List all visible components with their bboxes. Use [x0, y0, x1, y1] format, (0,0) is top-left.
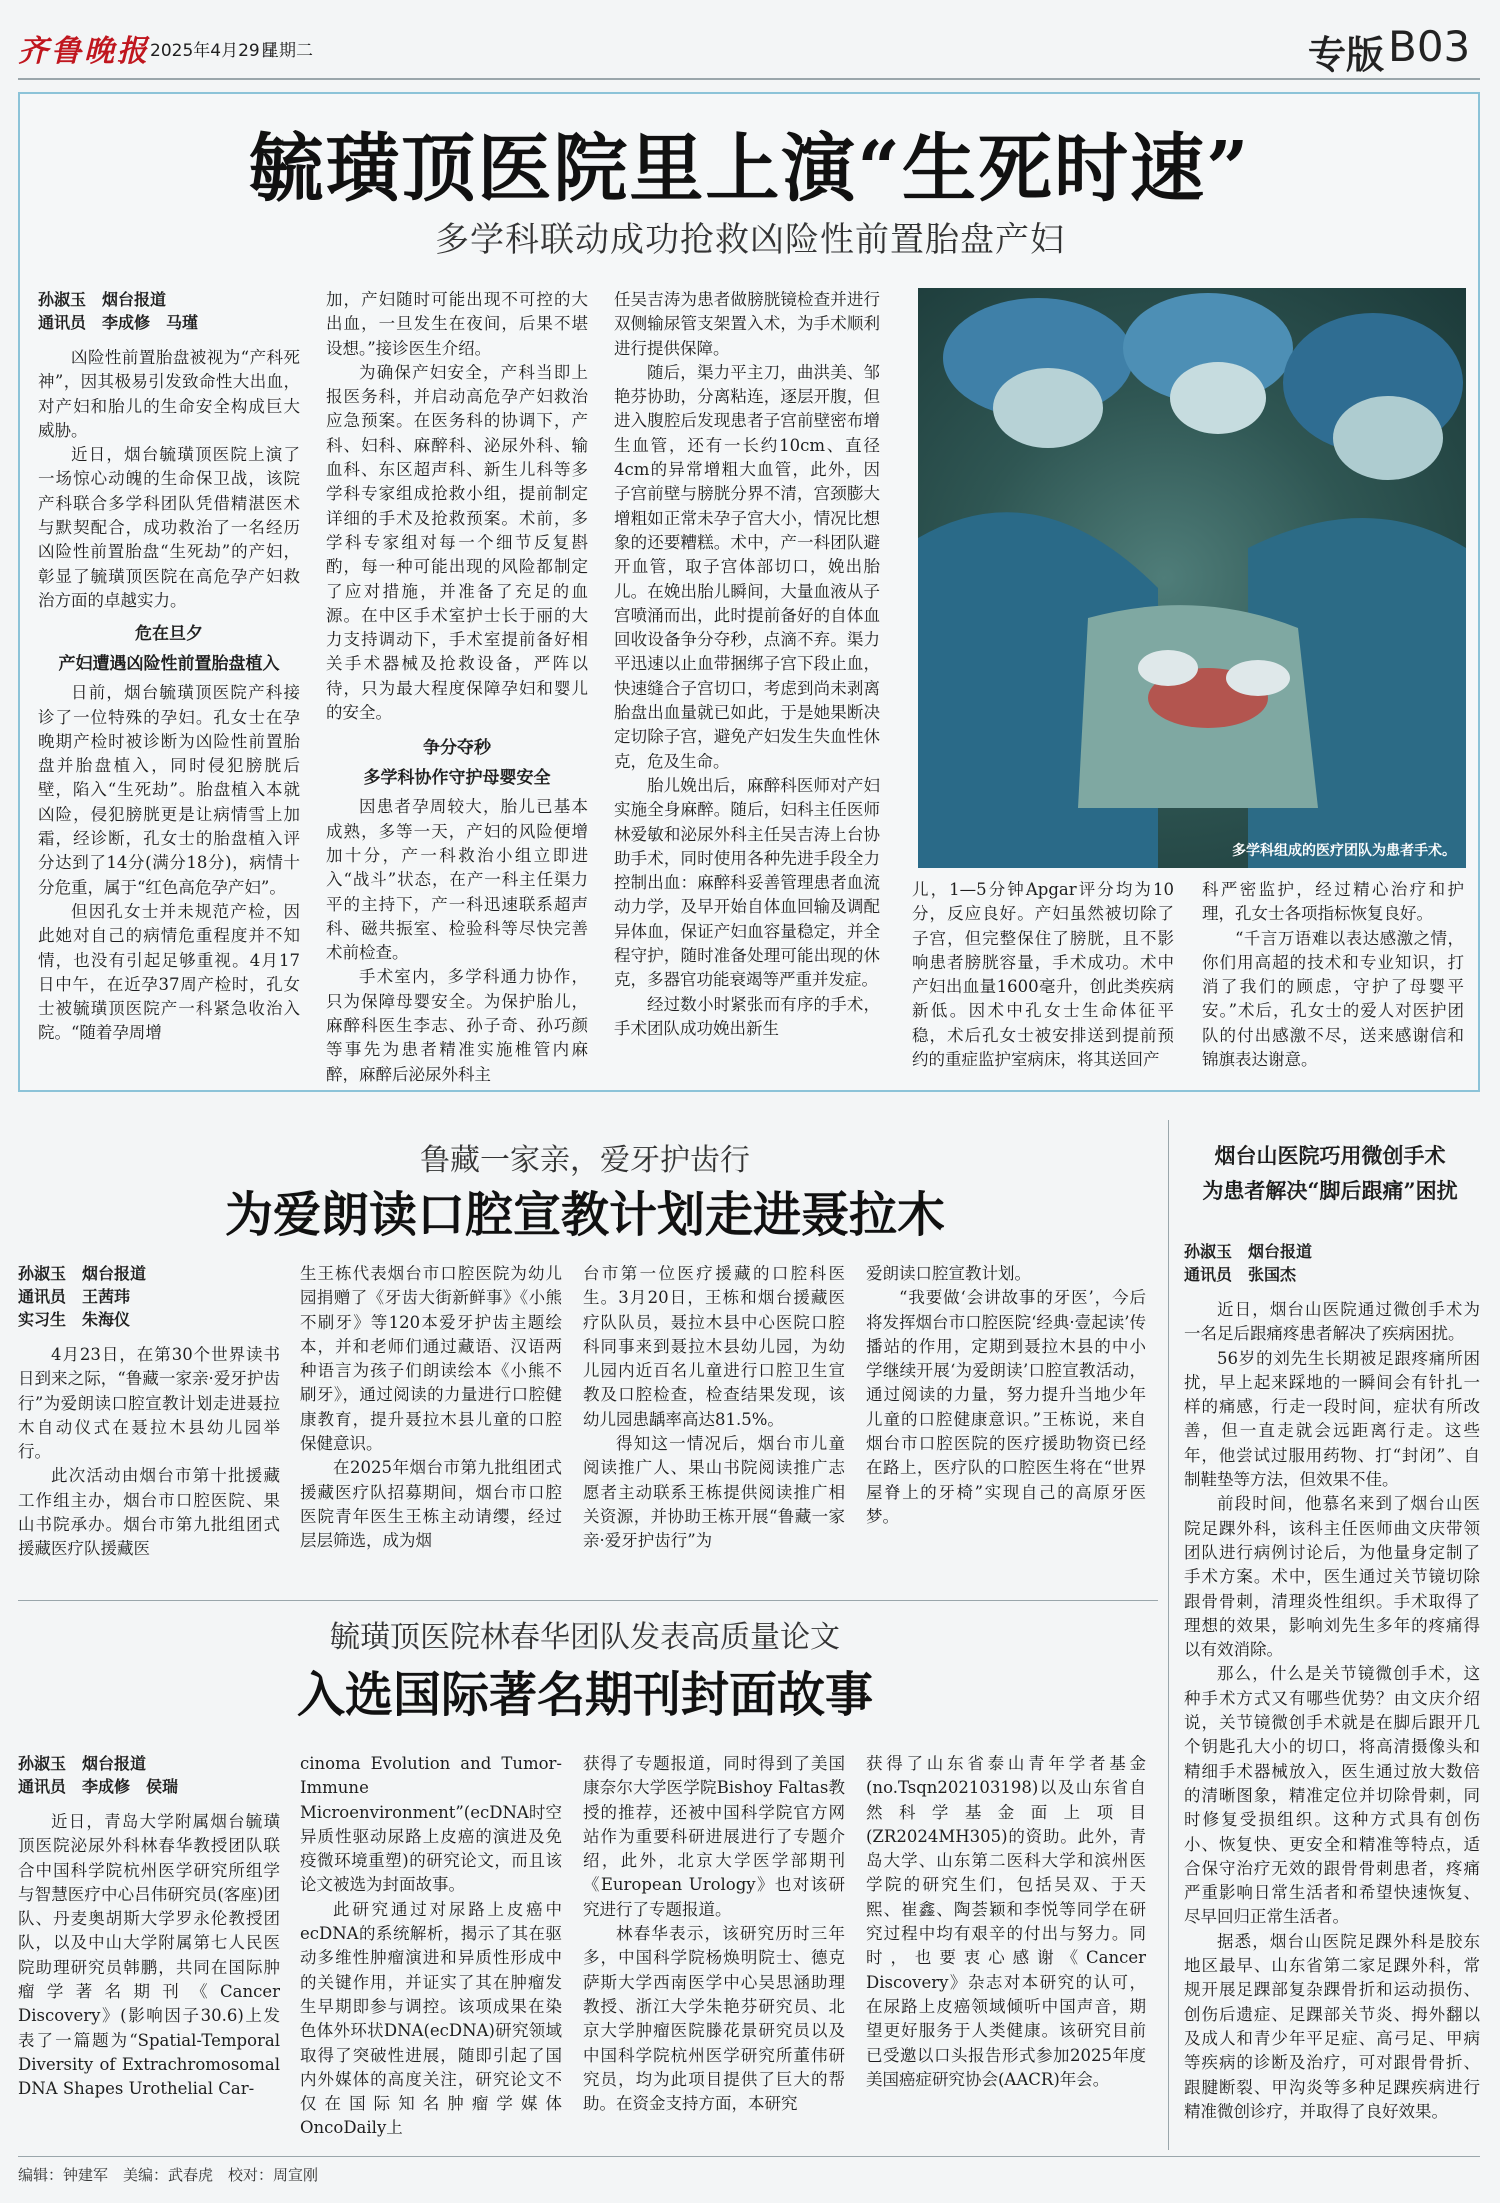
article1-byline-reporter: 孙淑玉 烟台报道: [38, 290, 167, 309]
article4-byline-correspondent: 通讯员 张国杰: [1184, 1265, 1297, 1284]
paragraph: 日前，烟台毓璜顶医院产科接诊了一位特殊的孕妇。孔女士在孕晚期产检时被诊断为凶险性前置胎盘并胎盘植入，同时侵犯膀胱后壁，陷入“生死劫”。胎盘植入本就凶险，侵犯膀胱更是让病情雪上加霜，经诊断，孔女士的胎盘植入评分达到了14分(满分18分)，病情十分危重，属于“红色高危孕产妇”。: [38, 683, 300, 897]
article2-column-4: [866, 1262, 1146, 1602]
page-number: B03: [1388, 22, 1471, 71]
paragraph: 手术室内，多学科通力协作，只为保障母婴安全。为保护胎儿，麻醉科医生李志、孙子奇、孙巧颜等事先为患者精准实施椎管内麻醉，麻醉后泌尿外科主: [326, 967, 588, 1083]
paragraph: 此研究通过对尿路上皮癌中ecDNA的系统解析，揭示了其在驱动多维性肿瘤演进和异质性形成中的关键作用，并证实了其在肿瘤发生早期即参与调控。该项成果在染色体外环状DNA(ecDNA)研究领域取得了突破性进展，随即引起了国内外媒体的高度关注，研究论文不仅在国际知名肿瘤学媒体OncoDaily上: [300, 1899, 562, 2138]
article2-title: 为爱朗读口腔宣教计划走进聂拉木: [224, 1187, 945, 1243]
article2-byline-correspondent: 通讯员 王茜玮: [18, 1287, 131, 1306]
paragraph: “我要做‘会讲故事的牙医’，今后将发挥烟台市口腔医院‘经典·壹起读’传播站的作用，定期到聂拉木县的中小学继续开展‘为爱朗读’口腔宣教活动，通过阅读的力量，努力提升当地少年儿童的口腔健康意识。”王栋说，来自烟台市口腔医院的医疗援助物资已经在路上，医疗队的口腔医生将在“世界屋脊上的牙椅”实现自己的高原牙医梦。: [866, 1288, 1146, 1526]
paragraph: 据悉，烟台山医院足踝外科是胶东地区最早、山东省第二家足踝外科，常规开展足踝部复杂踝骨折和运动损伤、创伤后遗症、足踝部关节炎、拇外翻以及成人和青少年平足症、高弓足、甲病等疾病的诊断及治疗，可对跟骨骨折、跟腱断裂、甲沟炎等多种足踝疾病进行精准微创诊疗，并取得了良好效果。: [1184, 1931, 1480, 2121]
subheading: 产妇遭遇凶险性前置胎盘植入: [58, 654, 280, 675]
paragraph: 此次活动由烟台市第十批援藏工作组主办，烟台市口腔医院、果山书院承办。烟台市第九批组团式援藏医疗队援藏医: [18, 1466, 280, 1559]
paragraph: 因患者孕周较大，胎儿已基本成熟，多等一天，产妇的风险便增加十分，产一科救治小组立即进入“战斗”状态，在产一科主任渠力平的主持下，产一科迅速联系超声科、磁共振室、检验科等尽快完善术前检查。: [326, 797, 588, 963]
surgery-photo-illustration: [918, 288, 1466, 868]
page-header: [0, 0, 1500, 90]
paragraph: 近日，烟台毓璜顶医院上演了一场惊心动魄的生命保卫战，该院产科联合多学科团队凭借精湛医术与默契配合，成功救治了一名经历凶险性前置胎盘“生死劫”的产妇，彰显了毓璜顶医院在高危孕产妇救治方面的卓越实力。: [38, 445, 300, 610]
article4-title-line-1: 烟台山医院巧用微创手术: [1214, 1143, 1446, 1168]
article1-column-4: [912, 878, 1174, 1083]
article2-column-1: [18, 1262, 280, 1602]
article3-title: 入选国际著名期刊封面故事: [296, 1667, 873, 1723]
article4-column: [1184, 1240, 1480, 2145]
surgery-photo: [918, 288, 1466, 868]
issue-date: 2025年4月29日: [150, 41, 277, 61]
paragraph: 台市第一位医疗援藏的口腔科医生。3月20日，王栋和烟台援藏医疗队队员，聂拉木县中心医院口腔科同事来到聂拉木县幼儿园，为幼儿园内近百名儿童进行口腔卫生宣教及口腔检查，检查结果发现，该幼儿园患龋率高达81.5%。: [583, 1264, 845, 1429]
article1-byline-correspondent: 通讯员 李成修 马瑾: [38, 313, 199, 332]
article3-kicker: 毓璜顶医院林春华团队发表高质量论文: [330, 1620, 840, 1655]
article4-title-line-2: 为患者解决“脚后跟痛”困扰: [1202, 1178, 1458, 1203]
subheading: 多学科协作守护母婴安全: [363, 768, 551, 789]
photo-caption: 多学科组成的医疗团队为患者手术。: [1232, 843, 1456, 859]
paragraph: 为确保产妇安全，产科当即上报医务科，并启动高危孕产妇救治应急预案。在医务科的协调下，产科、妇科、麻醉科、泌尿外科、输血科、东区超声科、新生儿科等多学科专家组成抢救小组，提前制定详细的手术及抢救预案。术前，多学科专家组对每一个细节反复斟酌，每一种可能出现的风险都制定了应对措施，并准备了充足的血源。在中区手术室护士长于丽的大力支持调动下，手术室提前备好相关手术器械及抢救设备，严阵以待，只为最大程度保障孕妇和婴儿的安全。: [326, 362, 588, 723]
issue-weekday: 星期二: [262, 41, 313, 61]
article3-byline-correspondent: 通讯员 李成修 侯瑞: [18, 1777, 179, 1796]
paragraph: cinoma Evolution and Tumor-Immune Microenvironment”(ecDNA时空异质性驱动尿路上皮癌的演进及免疫微环境重塑)的研究论文，而且该论文被选为封面故事。: [300, 1754, 562, 1895]
section-label: 专版: [1308, 32, 1385, 77]
paragraph: 那么，什么是关节镜微创手术，这种手术方式又有哪些优势？由文庆介绍说，关节镜微创手术就是在脚后跟开几个钥匙孔大小的切口，将高清摄像头和精细手术器械放入，医生通过放大数倍的清晰图象，精准定位并切除骨刺，同时修复受损组织。这种方式具有创伤小、恢复快、更安全和精准等特点，适合保守治疗无效的跟骨骨刺患者，疼痛严重影响日常生活者和希望快速恢复、尽早回归正常生活者。: [1184, 1664, 1480, 1927]
article1-column-2: [326, 288, 588, 1083]
subheading: 争分夺秒: [423, 738, 491, 759]
paragraph: 得知这一情况后，烟台市儿童阅读推广人、果山书院阅读推广志愿者主动联系王栋提供阅读推广相关资源，并协助王栋开展“鲁藏一家亲·爱牙护齿行”为: [583, 1434, 845, 1551]
article2-byline-reporter: 孙淑玉 烟台报道: [18, 1264, 147, 1283]
paragraph: 任吴吉涛为患者做膀胱镜检查并进行双侧输尿管支架置入术，为手术顺利进行提供保障。: [614, 290, 880, 358]
footer-credits: 编辑：钟建军 美编：武春虎 校对：周宣刚: [18, 2166, 319, 2184]
paragraph: “千言万语难以表达感激之情，你们用高超的技术和专业知识，打消了我们的顾虑，守护了母婴平安。”术后，孔女士的爱人对医护团队的付出感激不尽，送来感谢信和锦旗表达谢意。: [1202, 928, 1464, 1070]
paragraph: 4月23日，在第30个世界读书日到来之际，“鲁藏一家亲·爱牙护齿行”为爱朗读口腔宣教计划走进聂拉木自动仪式在聂拉木县幼儿园举行。: [18, 1345, 280, 1462]
article1-column-1: [38, 288, 300, 1083]
paragraph: 生王栋代表烟台市口腔医院为幼儿园捐赠了《牙齿大街新鲜事》《小熊不刷牙》等120本爱牙护齿主题绘本，并和老师们通过藏语、汉语两种语言为孩子们朗读绘本《小熊不刷牙》，通过阅读的力量进行口腔健康教育，提升聂拉木县儿童的口腔保健意识。: [300, 1264, 562, 1454]
paragraph: 随后，渠力平主刀，曲洪美、邹艳芬协助，分离粘连，逐层开腹，但进入腹腔后发现患者子宫前壁密布增生血管，还有一长约10cm、直径4cm的异常增粗大血管，此外，因子宫前壁与膀胱分界不清，宫颈膨大增粗如正常未孕子宫大小，情况比想象的还要糟糕。术中，产一科团队避开血管，取子宫体部切口，娩出胎儿。在娩出胎儿瞬间，大量血液从子宫喷涌而出，此时提前备好的自体血回收设备争分夺秒，点滴不弃。渠力平迅速以止血带捆绑子宫下段止血，快速缝合子宫切口，考虑到尚未剥离胎盘出血量就已如此，于是她果断决定切除子宫，避免产妇发生失血性休克，危及生命。: [614, 362, 880, 771]
paragraph: 56岁的刘先生长期被足跟疼痛所困扰，早上起来踩地的一瞬间会有针扎一样的痛感，行走一段时间，症状有所改善，但一直走就会远距离行走。这些年，他尝试过服用药物、打“封闭”、自制鞋垫等方法，但效果不佳。: [1184, 1348, 1480, 1490]
paragraph: 胎儿娩出后，麻醉科医师对产妇实施全身麻醉。随后，妇科主任医师林爱敏和泌尿外科主任吴吉涛上台协助手术，同时使用各种先进手段全力控制出血：麻醉科妥善管理患者血流动力学，及早开始自体血回输及调配异体血，保证产妇血容量稳定，并全程守护，随时准备处理可能出现的休克，多器官功能衰竭等严重并发症。: [614, 775, 880, 990]
article3-column-4: [866, 1752, 1146, 2147]
paragraph: 加，产妇随时可能出现不可控的大出血，一旦发生在夜间，后果不堪设想。”接诊医生介绍。: [326, 290, 588, 358]
paragraph: 近日，青岛大学附属烟台毓璜顶医院泌尿外科林春华教授团队联合中国科学院杭州医学研究所组学与智慧医疗中心吕伟研究员(客座)团队、丹麦奥胡斯大学罗永伦教授团队，以及中山大学附属第七人民医院助理研究员韩鹏，共同在国际肿瘤学著名期刊《Cancer Discovery》(影响因子30.6)上发表了一篇题为“Spatial-Temporal Diversity of Extrachromosomal DNA Shapes Urothelial Car-: [18, 1812, 280, 2099]
section-divider: [18, 1600, 1158, 1601]
paragraph: 获得了山东省泰山青年学者基金(no.Tsqn202103198)以及山东省自然科学基金面上项目(ZR2024MH305)的资助。此外，青岛大学、山东第二医科大学和滨州医学院的研究生们，包括吴双、于天熙、崔鑫、陶荟颖和李悦等同学在研究过程中均有艰辛的付出与努力。同时，也要衷心感谢《Cancer Discovery》杂志对本研究的认可，在尿路上皮癌领域倾听中国声音，期望更好服务于人类健康。该研究目前已受邀以口头报告形式参加2025年度美国癌症研究协会(AACR)年会。: [866, 1754, 1146, 2089]
article4-byline-reporter: 孙淑玉 烟台报道: [1184, 1242, 1313, 1261]
paragraph: 前段时间，他慕名来到了烟台山医院足踝外科，该科主任医师曲文庆带领团队进行病例讨论后，为他量身定制了手术方案。术中，医生通过关节镜切除跟骨骨刺，清理炎性组织。手术取得了理想的效果，影响刘先生多年的疼痛得以有效消除。: [1184, 1494, 1480, 1660]
article1-title: 毓璜顶医院里上演“生死时速”: [249, 126, 1251, 212]
paragraph: 爱朗读口腔宣教计划。: [866, 1264, 1031, 1283]
paragraph: 但因孔女士并未规范产检，因此她对自己的病情危重程度并不知情，也没有引起足够重视。4月17日中午，在近孕37周产检时，孔女士被毓璜顶医院产一科紧急收治入院。“随着孕周增: [38, 901, 300, 1043]
article3-byline-reporter: 孙淑玉 烟台报道: [18, 1754, 147, 1773]
paragraph: 科严密监护，经过精心治疗和护理，孔女士各项指标恢复良好。: [1202, 880, 1464, 924]
article1-subtitle: 多学科联动成功抢救凶险性前置胎盘产妇: [435, 220, 1065, 260]
footer-rule: [18, 2156, 1480, 2157]
paragraph: 近日，烟台山医院通过微创手术为一名足后跟痛疼患者解决了疾病困扰。: [1184, 1300, 1480, 1344]
article2-kicker: 鲁藏一家亲，爱牙护齿行: [420, 1143, 750, 1178]
article1-column-5: [1202, 878, 1464, 1083]
paragraph: 获得了专题报道，同时得到了美国康奈尔大学医学院Bishoy Faltas教授的推荐，还被中国科学院官方网站作为重要科研进展进行了专题介绍，此外，北京大学医学部期刊《European Urology》也对该研究进行了专题报道。: [583, 1754, 845, 1919]
article3-column-2: [300, 1752, 562, 2147]
article1-column-3: [614, 288, 880, 1083]
paragraph: 经过数小时紧张而有序的手术，手术团队成功娩出新生: [614, 994, 880, 1038]
paragraph: 在2025年烟台市第九批组团式援藏医疗队招募期间，烟台市口腔医院青年医生王栋主动请缨，经过层层筛选，成为烟: [300, 1458, 562, 1551]
header-rule: [18, 78, 1480, 80]
article2-column-2: [300, 1262, 562, 1602]
paragraph: 林春华表示，该研究历时三年多，中国科学院杨焕明院士、德克萨斯大学西南医学中心吴思涵助理教授、浙江大学朱艳芬研究员、北京大学肿瘤医院滕花景研究员以及中国科学院杭州医学研究所董伟研究员，均为此项目提供了巨大的帮助。在资金支持方面，本研究: [583, 1924, 845, 2114]
article3-column-1: [18, 1752, 280, 2147]
masthead-logo: 齐鲁晚报: [18, 34, 150, 69]
subheading: 危在旦夕: [135, 624, 203, 645]
paragraph: 儿，1—5分钟Apgar评分均为10分，反应良好。产妇虽然被切除了子宫，但完整保住了膀胱，且不影响患者膀胱容量，手术成功。术中产妇出血量1600毫升，创此类疾病新低。因术中孔女士生命体征平稳，术后孔女士被安排送到提前预约的重症监护室病床，将其送回产: [912, 880, 1174, 1070]
article3-column-3: [583, 1752, 845, 2147]
article2-column-3: [583, 1262, 845, 1602]
paragraph: 凶险性前置胎盘被视为“产科死神”，因其极易引发致命性大出血，对产妇和胎儿的生命安全构成巨大威胁。: [38, 348, 300, 440]
article2-byline-intern: 实习生 朱海仪: [18, 1310, 131, 1329]
